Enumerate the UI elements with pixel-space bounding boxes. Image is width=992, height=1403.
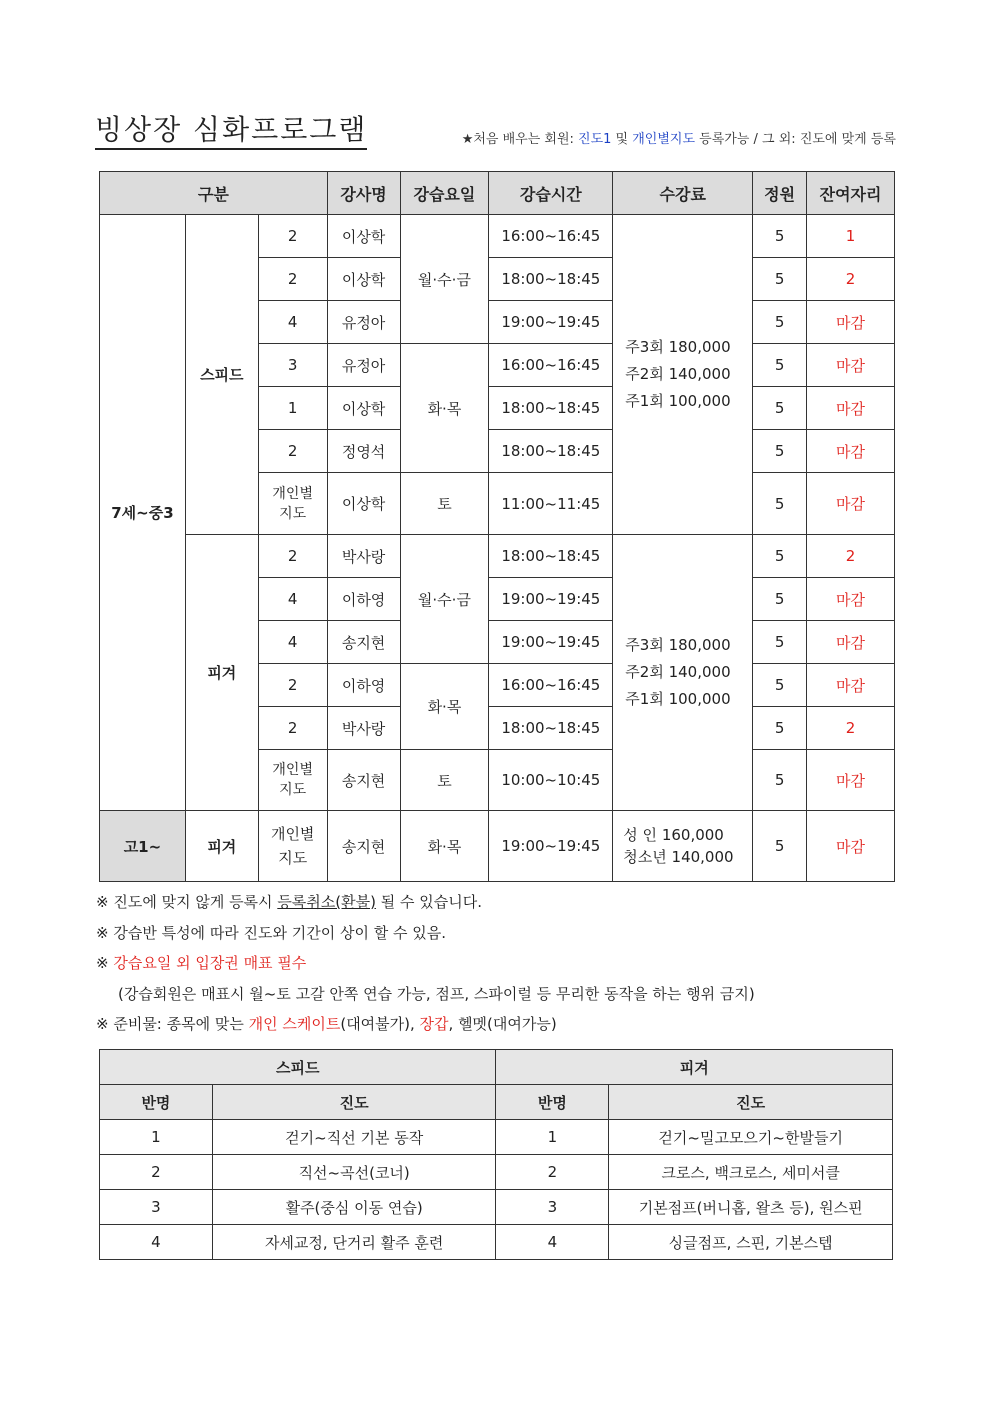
- category-figure: 피겨: [185, 535, 258, 811]
- notes-section: [96, 887, 896, 1040]
- note-refund: ※ 진도에 맞지 않게 등록시 등록취소(환불) 될 수 있습니다.: [96, 893, 482, 911]
- category-speed: 스피드: [185, 215, 258, 535]
- table-row: 2 직선~곡선(코너) 2 크로스, 백크로스, 세미서클: [100, 1155, 893, 1190]
- note-practice: (강습회원은 매표시 월~토 고갈 안쪽 연습 가능, 점프, 스파이럴 등 무리한 동작을 하는 행위 금지): [118, 984, 755, 1003]
- table-row: 2 박사랑 18:00~18:45 5 2: [100, 707, 895, 750]
- registration-notice: ★처음 배우는 회원: 진도1 및 개인별지도 등록가능 / 그 외: 진도에 맞게 등록: [461, 132, 896, 147]
- table-row: 1 걷기~직선 기본 동작 1 걷기~밀고모으기~한발들기: [100, 1120, 893, 1155]
- note-ticket: ※ 강습요일 외 입장권 매표 필수: [96, 954, 307, 972]
- progress-header-row: 스피드 피겨: [100, 1050, 893, 1085]
- table-row: 2 정영석 18:00~18:45 5 마감: [100, 430, 895, 473]
- fee-cell-adult: 성 인 160,000 청소년 140,000: [613, 811, 753, 882]
- note-equipment: ※ 준비물: 종목에 맞는 개인 스케이트(대여불가), 장갑, 헬멧(대여가능): [96, 1015, 557, 1033]
- progress-table: [99, 1049, 893, 1260]
- schedule-table: [99, 171, 895, 882]
- table-row: 1 이상학 18:00~18:45 5 마감: [100, 387, 895, 430]
- table-row: 4 송지현 19:00~19:45 5 마감: [100, 621, 895, 664]
- table-row: 고1~ 피겨 개인별 지도 송지현 화·목 19:00~19:45 성 인 160,000 청소년 140,000 5 마감: [100, 811, 895, 882]
- age-group-youth: 7세~중3: [100, 215, 186, 811]
- table-row: 4 이하영 19:00~19:45 5 마감: [100, 578, 895, 621]
- page-title: 빙상장 심화프로그램: [95, 112, 367, 150]
- schedule-header-row: 구분 강사명 강습요일 강습시간 수강료 정원 잔여자리: [100, 172, 895, 215]
- table-row: 개인별 지도 송지현 토 10:00~10:45 5 마감: [100, 750, 895, 811]
- table-row: 3 유정아 화·목 16:00~16:45 5 마감: [100, 344, 895, 387]
- table-row: 7세~중3 스피드 2 이상학 월·수·금 16:00~16:45 주3회 180,000 주2회 140,000 주1회 100,000 5 1: [100, 215, 895, 258]
- table-row: 4 유정아 19:00~19:45 5 마감: [100, 301, 895, 344]
- table-row: 개인별 지도 이상학 토 11:00~11:45 5 마감: [100, 473, 895, 535]
- table-row: 2 이상학 18:00~18:45 5 2: [100, 258, 895, 301]
- table-row: 4 자세교정, 단거리 활주 훈련 4 싱글점프, 스핀, 기본스텝: [100, 1225, 893, 1260]
- table-row: 3 활주(중심 이동 연습) 3 기본점프(버니홉, 왈츠 등), 원스핀: [100, 1190, 893, 1225]
- note-period: ※ 강습반 특성에 따라 진도와 기간이 상이 할 수 있음.: [96, 923, 447, 942]
- progress-subheader-row: 반명 진도 반명 진도: [100, 1085, 893, 1120]
- table-row: 피겨 2 박사랑 월·수·금 18:00~18:45 주3회 180,000 주2회 140,000 주1회 100,000 5 2: [100, 535, 895, 578]
- age-group-adult: 고1~: [100, 811, 186, 882]
- table-row: 2 이하영 화·목 16:00~16:45 5 마감: [100, 664, 895, 707]
- fee-cell-speed: 주3회 180,000 주2회 140,000 주1회 100,000: [613, 215, 753, 535]
- fee-cell-figure: 주3회 180,000 주2회 140,000 주1회 100,000: [613, 535, 753, 811]
